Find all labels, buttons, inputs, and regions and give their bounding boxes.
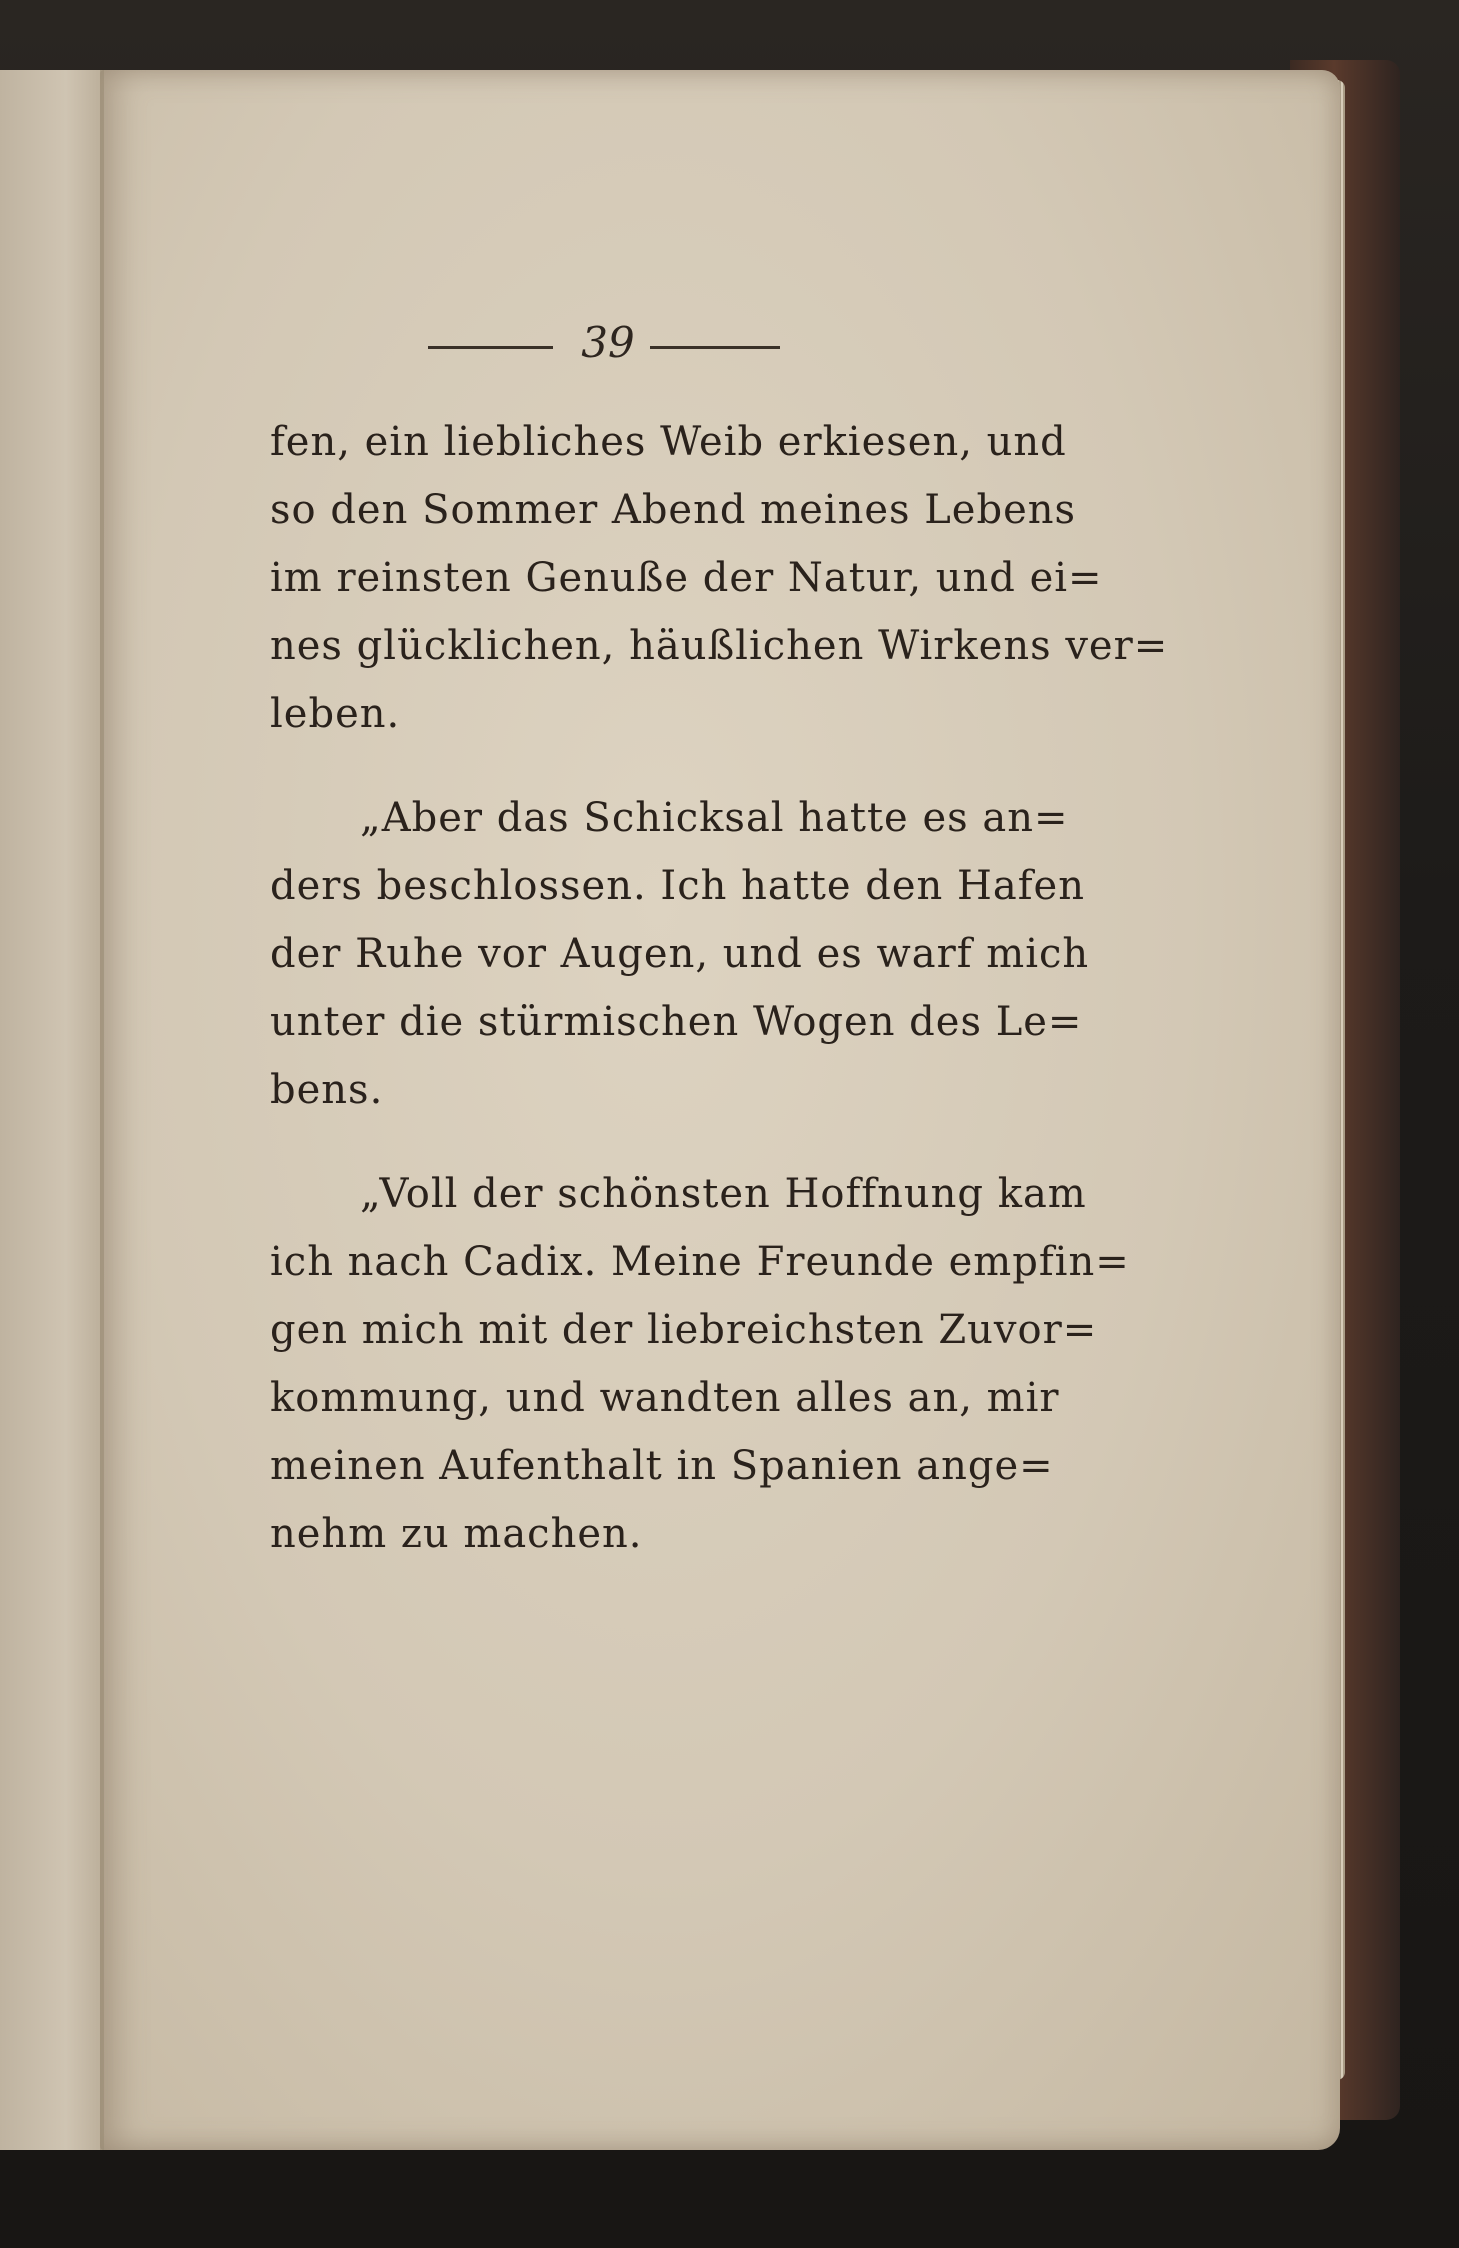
text-line: „Aber das Schicksal hatte es an= [360, 795, 1069, 841]
text-line: nes glücklichen, häußlichen Wirkens ver= [270, 623, 1169, 669]
text-line: bens. [270, 1067, 384, 1113]
text-line: meinen Aufenthalt in Spanien ange= [270, 1443, 1054, 1489]
text-line: kommung, und wandten alles an, mir [270, 1375, 1060, 1421]
text-line: der Ruhe vor Augen, und es warf mich [270, 931, 1090, 977]
text-line: so den Sommer Abend meines Lebens [270, 487, 1077, 533]
page-number: 39 [581, 318, 635, 367]
paragraph-1 [270, 408, 1169, 748]
left-facing-page [0, 70, 112, 2150]
text-line: nehm zu machen. [270, 1511, 643, 1557]
text-line: fen, ein liebliches Weib erkiesen, und [270, 419, 1067, 465]
paragraph-3 [270, 1160, 1130, 1568]
page-header [428, 318, 788, 368]
text-line: unter die stürmischen Wogen des Le= [270, 999, 1083, 1045]
text-line: leben. [270, 691, 401, 737]
text-line: gen mich mit der liebreichsten Zuvor= [270, 1307, 1098, 1353]
text-line: ders beschlossen. Ich hatte den Hafen [270, 863, 1085, 909]
body-text [270, 408, 1169, 1604]
text-line: im reinsten Genuße der Natur, und ei= [270, 555, 1103, 601]
paragraph-2 [270, 784, 1090, 1124]
text-line: „Voll der schönsten Hoffnung kam [360, 1171, 1087, 1217]
header-rule-right [650, 346, 780, 349]
text-line: ich nach Cadix. Meine Freunde empfin= [270, 1239, 1130, 1285]
header-rule-left [428, 346, 553, 349]
gutter-line [100, 70, 104, 2150]
